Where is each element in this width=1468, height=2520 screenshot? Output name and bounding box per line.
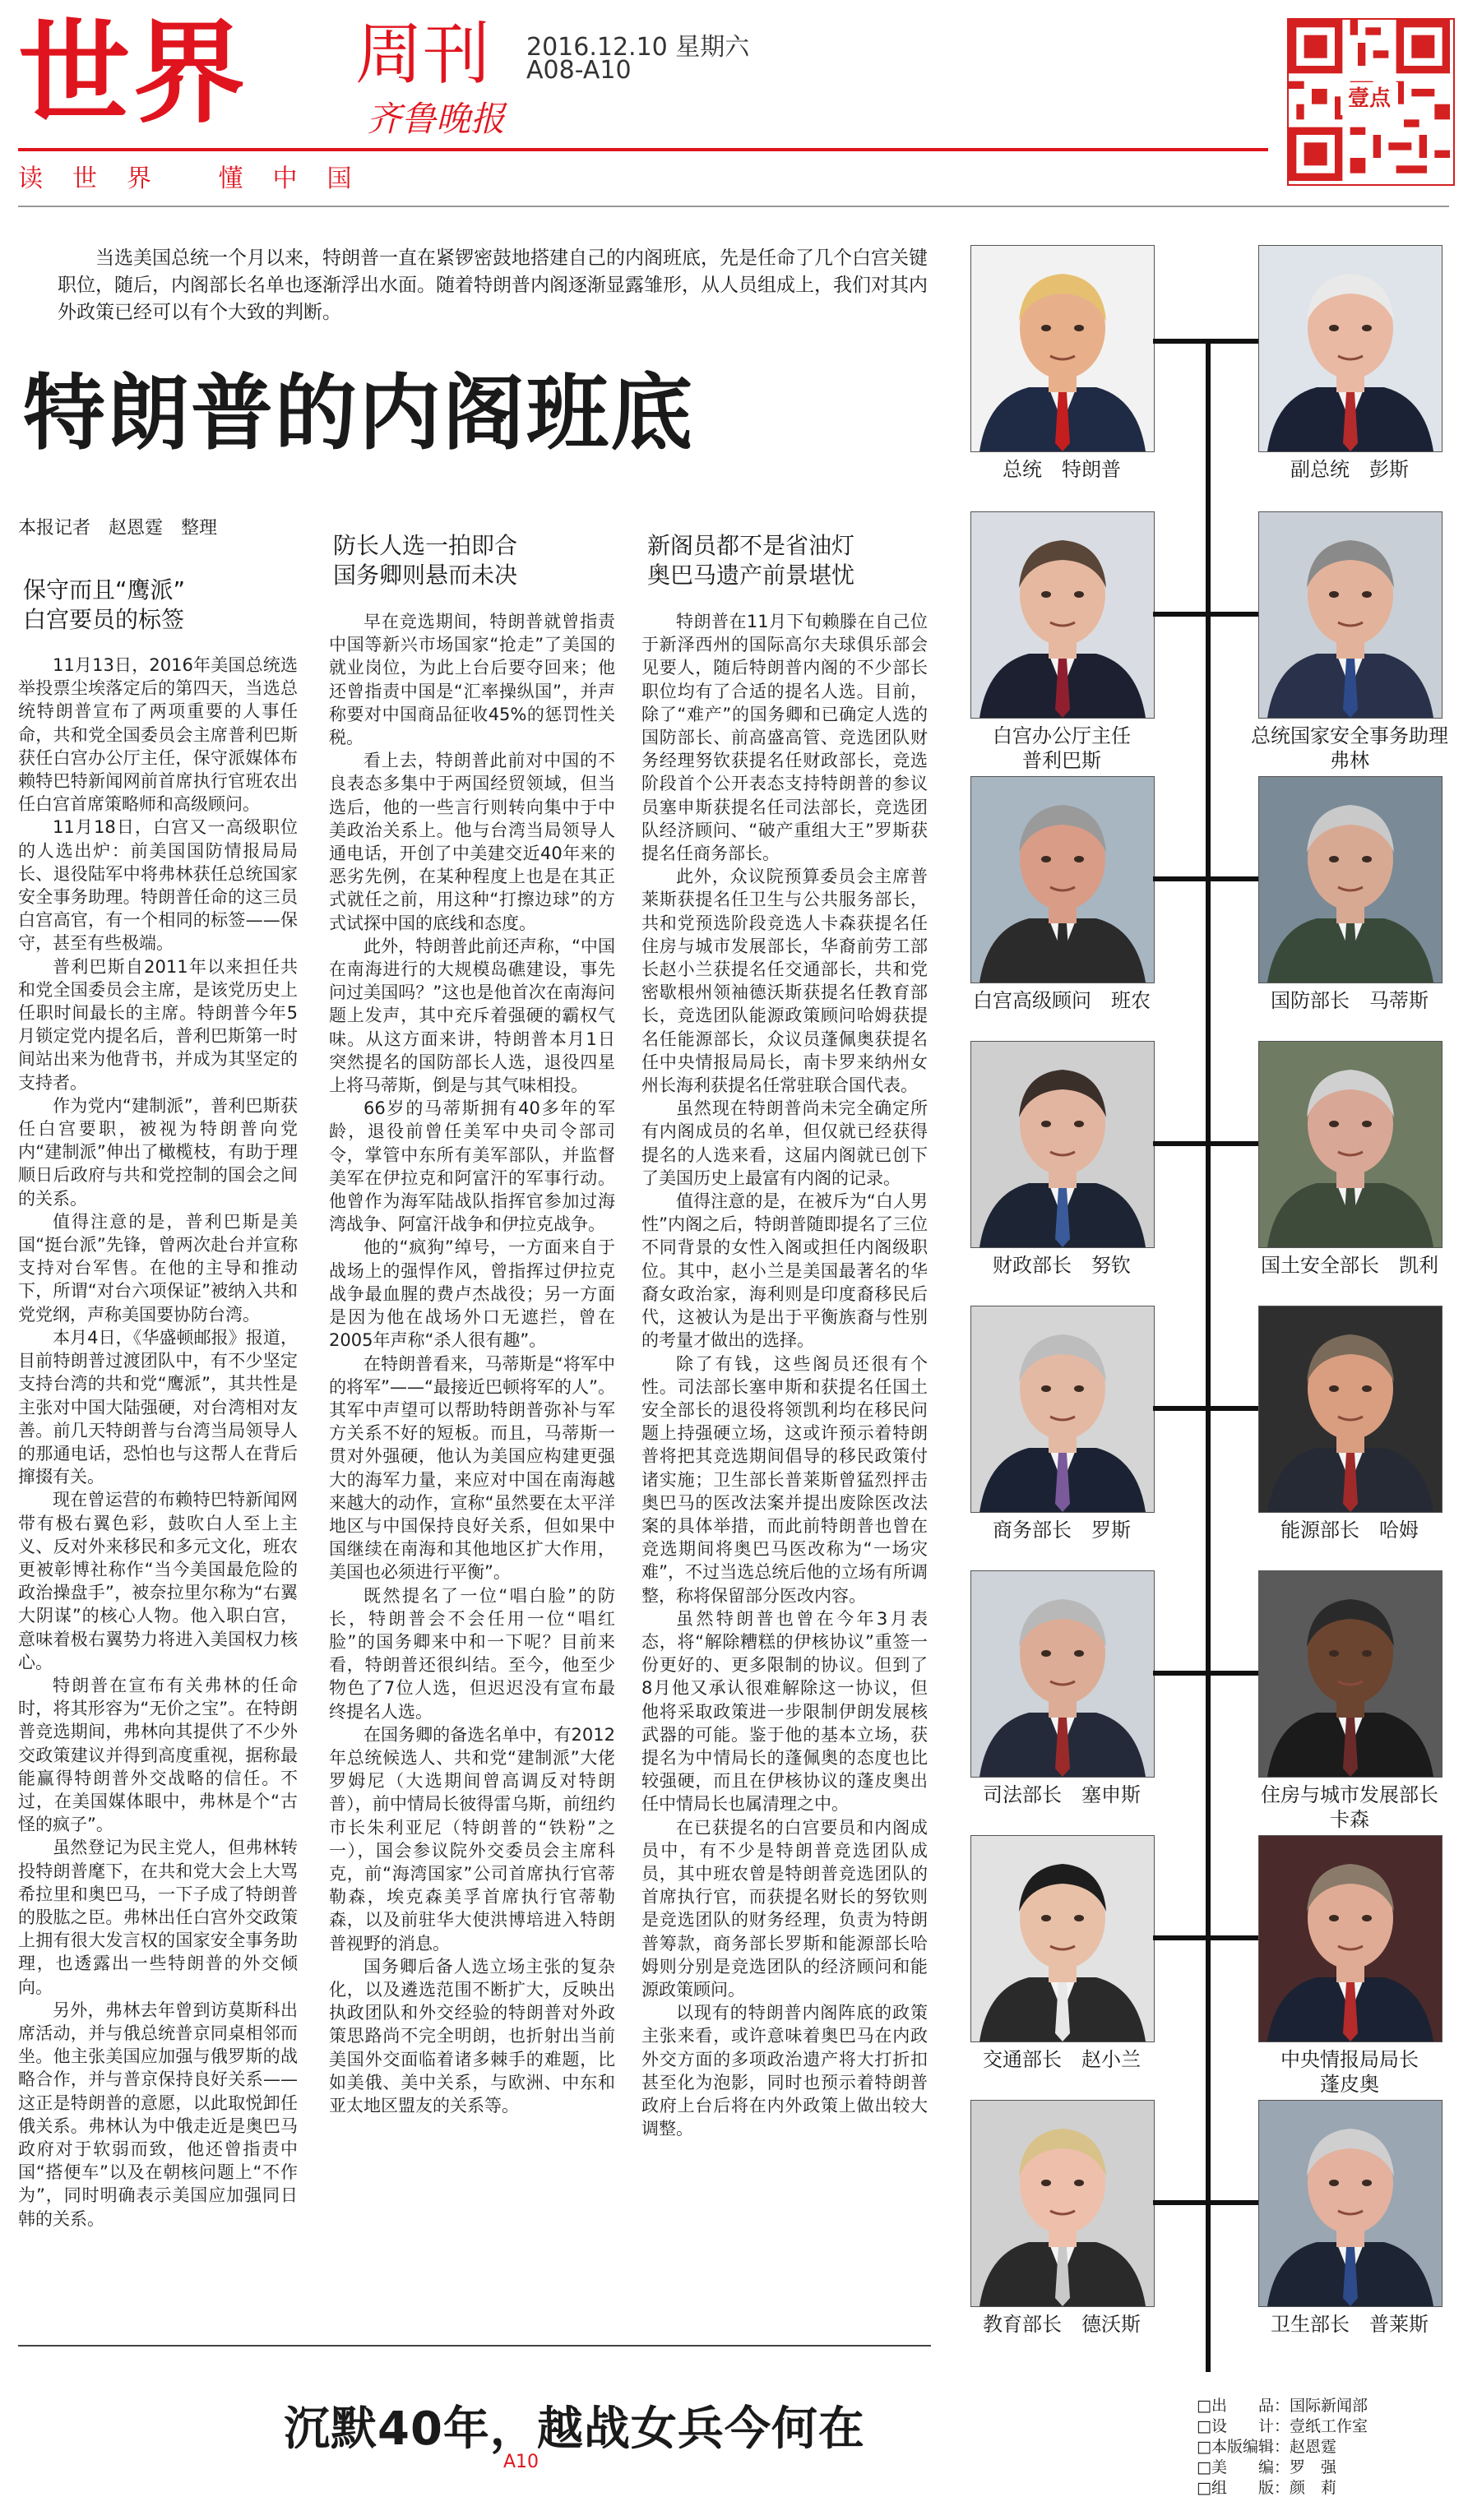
divider <box>18 2345 931 2347</box>
credit-value: 颜 莉 <box>1289 2479 1336 2497</box>
portrait-caption <box>1234 1253 1466 1278</box>
section-title-3 <box>647 531 854 590</box>
article-paragraph: 此外，众议院预算委员会主席普莱斯获提名任卫生与公共服务部长，共和党预选阶段竞选人卡森获提名任住房与城市发展部长，华裔前劳工部长赵小兰获提名任交通部长，共和党密歇根州领袖德沃斯获提名任教育部长，竞选团队能源政策顾问哈姆获提名任能源部长，众议员蓬佩奥获提名任中央情报局局长，南卡罗来纳州女州长海利获提名任常驻联合国代表。 <box>641 867 928 1096</box>
page-range: A08-A10 <box>526 56 632 85</box>
checkbox-square-icon: □ <box>1197 2479 1211 2497</box>
article-column-3 <box>641 610 928 2320</box>
org-chart-connector <box>1153 1406 1211 1411</box>
portrait-photo[interactable] <box>1258 511 1443 719</box>
caption-line: 国防部长 马蒂斯 <box>1271 989 1429 1012</box>
org-chart-connector <box>1206 339 1258 344</box>
credit-row <box>1197 2396 1368 2416</box>
teaser-headline[interactable]: 沉默40年，越战女兵今何在 <box>284 2402 865 2456</box>
credit-row <box>1197 2458 1368 2478</box>
credit-row <box>1197 2478 1368 2499</box>
portrait-photo[interactable] <box>1258 2100 1443 2307</box>
org-chart-trunk <box>1206 341 1211 2372</box>
portrait-photo[interactable] <box>1258 1570 1443 1778</box>
caption-line: 商务部长 罗斯 <box>993 1519 1131 1542</box>
caption-line: 中央情报局局长 <box>1280 2048 1419 2071</box>
lead-paragraph: 当选美国总统一个月以来，特朗普一直在紧锣密鼓地搭建自己的内阁班底，先是任命了几个白宫关键职位，随后，内阁部长名单也逐渐浮出水面。随着特朗普内阁逐渐显露雏形，从人员组成上，我们对其内外政策已经可以有个大致的判断。 <box>58 247 928 323</box>
caption-line: 总统国家安全事务助理 <box>1251 724 1448 747</box>
portrait-photo[interactable] <box>970 1570 1155 1778</box>
portrait-photo[interactable] <box>970 776 1155 983</box>
org-chart-connector <box>1206 612 1258 617</box>
credits-box <box>1197 2396 1368 2499</box>
checkbox-square-icon: □ <box>1197 2458 1211 2476</box>
credit-value: 罗 强 <box>1289 2458 1336 2476</box>
org-chart-connector <box>1206 1406 1258 1411</box>
credit-value: 赵恩霆 <box>1289 2438 1336 2456</box>
portrait-caption <box>946 1253 1178 1278</box>
portrait-photo[interactable] <box>1258 1306 1443 1513</box>
portrait-caption <box>1234 1782 1466 1832</box>
portrait-caption <box>946 988 1178 1013</box>
portrait-caption <box>1234 724 1466 773</box>
portrait-photo[interactable] <box>970 511 1155 719</box>
org-chart-connector <box>1153 612 1211 617</box>
portrait-photo[interactable] <box>970 1306 1155 1513</box>
caption-line: 交通部长 赵小兰 <box>983 2048 1141 2071</box>
portrait-caption <box>946 1518 1178 1542</box>
page-headline: 特朗普的内阁班底 <box>23 365 694 461</box>
org-chart-connector <box>1153 1141 1211 1146</box>
portrait-caption <box>946 724 1178 773</box>
org-chart-connector <box>1206 1935 1258 1940</box>
caption-line: 普利巴斯 <box>1022 749 1101 772</box>
org-chart-connector <box>1206 876 1258 881</box>
article-paragraph: 值得注意的是，在被斥为“白人男性”内阁之后，特朗普随即提名了三位不同背景的女性入阁或担任内阁级职位。其中，赵小兰是美国最著名的华裔女政治家，海利则是印度裔移民后代，这被认为是出于平衡族裔与性别的考量才做出的选择。 <box>641 1191 928 1351</box>
article-paragraph: 本月4日，《华盛顿邮报》报道，目前特朗普过渡团队中，有不少坚定支持台湾的共和党“鹰派”，其共性是主张对中国大陆强硬，对台湾相对友善。前几天特朗普与台湾当局领导人的那通电话，恐怕也与这帮人在背后撺掇有关。 <box>18 1327 298 1487</box>
portrait-photo[interactable] <box>970 1041 1155 1248</box>
credit-label: 美 编： <box>1211 2458 1290 2476</box>
article-paragraph: 在已获提名的白宫要员和内阁成员中，有不少是特朗普竞选团队成员，其中班农曾是特朗普竞选团队的首席执行官，而获提名财长的努钦则是竞选团队的财务经理，负责为特朗普筹款，商务部长罗斯和能源部长哈姆则分别是竞选团队的经济顾问和能源政策顾问。 <box>641 1817 928 2000</box>
credit-row <box>1197 2416 1368 2437</box>
article-paragraph: 现在曾运营的布赖特巴特新闻网带有极右翼色彩，鼓吹白人至上主义、反对外来移民和多元文化，班农更被彰博社称作“当今美国最危险的政治操盘手”，被奈拉里尔称为“右翼大阴谋”的核心人物。他入职白宫，意味着极右翼势力将进入美国权力核心。 <box>18 1490 298 1672</box>
article-column-1 <box>18 654 298 2314</box>
article-paragraph: 虽然登记为民主党人，但弗林转投特朗普麾下，在共和党大会上大骂希拉里和奥巴马，一下子成了特朗普的股肱之臣。弗林出任白宫外交政策上拥有很大发言权的国家安全事务助理，也透露出一些特朗普的外交倾向。 <box>18 1838 298 1997</box>
qr-brand-label: 壹点 <box>1341 82 1398 115</box>
article-paragraph: 另外，弗林去年曾到访莫斯科出席活动，并与俄总统普京同桌相邻而坐。他主张美国应加强与俄罗斯的战略合作，并与普京保持良好关系——这正是特朗普的意愿，以此取悦卸任俄关系。弗林认为中俄走近是奥巴马政府对于软弱而致，他还曾指责中国“搭便车”以及在朝核问题上“不作为”，同时明确表示美国应加强同日韩的关系。 <box>18 2000 298 2229</box>
byline: 本报记者 赵恩霆 整理 <box>18 518 218 539</box>
org-chart-connector <box>1206 2200 1258 2205</box>
portrait-photo[interactable] <box>1258 776 1443 983</box>
section-title-line: 保守而且“鹰派” <box>23 576 186 603</box>
credit-row <box>1197 2437 1368 2458</box>
checkbox-square-icon: □ <box>1197 2417 1211 2435</box>
section-title-line: 新阁员都不是省油灯 <box>647 532 855 559</box>
org-chart-connector <box>1153 2200 1211 2205</box>
article-paragraph: 虽然特朗普也曾在今年3月表态，将“解除糟糕的伊核协议”重签一份更好的、更多限制的协议。但到了8月他又承认很难解除这一协议，但他将采取政策进一步限制伊朗发展核武器的可能。鉴于他的基本立场，获提名为中情局长的蓬佩奥的态度也比较强硬，而且在伊核协议的蓬皮奥出任中情局长也属清理之中。 <box>641 1608 928 1815</box>
article-paragraph: 11月18日，白宫又一高级职位的人选出炉：前美国国防情报局局长、退役陆军中将弗林获任总统国家安全事务助理。特朗普任命的这三员白宫高官，有一个相同的标签——保守，甚至有些极端。 <box>18 817 298 954</box>
portrait-photo[interactable] <box>970 2100 1155 2307</box>
portrait-photo[interactable] <box>970 245 1155 452</box>
article-paragraph: 早在竞选期间，特朗普就曾指责中国等新兴市场国家“抢走”了美国的就业岗位，为此上台后要夺回来；他还曾指责中国是“汇率操纵国”，并声称要对中国商品征收45%的惩罚性关税。 <box>329 612 615 748</box>
article-paragraph: 他的“疯狗”绰号，一方面来自于战场上的强悍作风，曾指挥过伊拉克战争最血腥的费卢杰战役；另一方面是因为他在战场外口无遮拦，曾在2005年声称“杀人很有趣”。 <box>329 1237 615 1351</box>
section-title-line: 奥巴马遗产前景堪忧 <box>647 562 855 589</box>
caption-line: 财政部长 努钦 <box>993 1254 1131 1277</box>
divider <box>18 206 1449 207</box>
article-paragraph: 以现有的特朗普内阁阵底的政策主张来看，或许意味着奥巴马在内政外交方面的多项政治遗产将大打折扣甚至化为泡影，同时也预示着特朗普政府上台后将在内外政策上做出较大调整。 <box>641 2003 928 2139</box>
caption-line: 蓬皮奥 <box>1320 2073 1379 2096</box>
masthead-slogan: 读世界 懂中国 <box>18 164 382 193</box>
org-chart-connector <box>1153 1671 1211 1676</box>
article-paragraph: 在国务卿的备选名单中，有2012年总统候选人、共和党“建制派”大佬罗姆尼（大选期间曾高调反对特朗普），前中情局长彼得雷乌斯，前纽约市长朱利亚尼（特朗普的“铁粉”之一），国会参议院外交委员会主席科克，前“海湾国家”公司首席执行官蒂勒森，埃克森美孚首席执行官蒂勒森，以及前驻华大使洪博培进入特朗普视野的消息。 <box>329 1724 615 1954</box>
article-paragraph: 国务卿后备人选立场主张的复杂化，以及遴选范围不断扩大，反映出执政团队和外交经验的特朗普对外政策思路尚不完全明朗，也折射出当前美国外交面临着诸多棘手的难题，比如美俄、美中关系，与欧洲、中东和亚太地区盟友的关系等。 <box>329 1956 615 2115</box>
org-chart-connector <box>1153 1935 1211 1940</box>
caption-line: 总统 特朗普 <box>1003 458 1121 481</box>
org-chart-connector <box>1153 876 1211 881</box>
credit-label: 出 品： <box>1211 2397 1290 2415</box>
section-title-line: 国务卿则悬而未决 <box>333 562 518 589</box>
checkbox-square-icon: □ <box>1197 2438 1211 2456</box>
section-title-1 <box>23 576 185 635</box>
caption-line: 卫生部长 普莱斯 <box>1271 2313 1429 2336</box>
portrait-caption <box>1234 457 1466 482</box>
article-paragraph: 66岁的马蒂斯拥有40多年的军龄，退役前曾任美军中央司令部司令，掌管中东所有美军部队，并监督美军在伊拉克和阿富汗的军事行动。他曾作为海军陆战队指挥官参加过海湾战争、阿富汗战争和伊拉克战争。 <box>329 1098 615 1235</box>
section-title-line: 白宫要员的标签 <box>23 606 185 633</box>
checkbox-square-icon: □ <box>1197 2397 1211 2415</box>
masthead-title: 世界 <box>18 9 248 139</box>
article-column-2 <box>329 610 615 2320</box>
portrait-caption <box>946 2312 1178 2337</box>
caption-line: 国土安全部长 凯利 <box>1261 1254 1438 1277</box>
credit-value: 国际新闻部 <box>1289 2397 1368 2415</box>
caption-line: 弗林 <box>1330 749 1369 772</box>
caption-line: 白宫高级顾问 班农 <box>973 989 1151 1012</box>
org-chart-connector <box>1206 1671 1258 1676</box>
article-paragraph: 在特朗普看来，马蒂斯是“将军中的将军”——“最接近巴顿将军的人”。其军中声望可以帮助特朗普弥补与军方关系不好的短板。而且，马蒂斯一贯对外强硬，他认为美国应构建更强大的海军力量，来应对中国在南海越来越大的动作，宣称“虽然要在太平洋地区与中国保持良好关系，但如果中国继续在南海和其他地区扩大作用，美国也必须进行平衡”。 <box>329 1353 615 1583</box>
credit-value: 壹纸工作室 <box>1289 2417 1368 2435</box>
article-paragraph: 作为党内“建制派”，普利巴斯获任白宫要职，被视为特朗普向党内“建制派”伸出了橄榄枝，有助于理顺日后政府与共和党控制的国会之间的关系。 <box>18 1095 298 1209</box>
portrait-caption <box>946 1782 1178 1807</box>
issue-date: 2016.12.10 星期六 <box>526 33 750 62</box>
masthead-paper: 齐鲁晚报 <box>367 99 506 139</box>
article-paragraph: 除了有钱，这些阁员还很有个性。司法部长塞申斯和获提名任国土安全部长的退役将领凯利均在移民问题上持强硬立场，这或许预示着特朗普将把其竞选期间倡导的移民政策付诸实施；卫生部长普莱斯曾猛烈抨击奥巴马的医改法案并提出废除医改法案的具体举措，而此前特朗普也曾在竞选期间将奥巴马医改称为“一场灾难”，不过当选总统后他的立场有所调整，称将保留部分医改内容。 <box>641 1353 928 1606</box>
portrait-caption <box>1234 988 1466 1013</box>
caption-line: 副总统 彭斯 <box>1290 458 1409 481</box>
org-chart-connector <box>1153 339 1211 344</box>
article-paragraph: 虽然现在特朗普尚未完全确定所有内阁成员的名单，但仅就已经获得提名的人选来看，这届内阁就已创下了美国历史上最富有内阁的记录。 <box>641 1098 928 1188</box>
org-chart-connector <box>1206 1141 1258 1146</box>
portrait-caption <box>946 457 1178 482</box>
masthead-rule <box>18 148 1268 151</box>
caption-line: 教育部长 德沃斯 <box>983 2313 1141 2336</box>
caption-line: 司法部长 塞申斯 <box>983 1783 1141 1806</box>
article-paragraph: 特朗普在11月下旬赖滕在自己位于新泽西州的国际高尔夫球俱乐部会见要人，随后特朗普内阁的不少部长职位均有了合适的提名人选。目前，除了“难产”的国务卿和已确定人选的国防部长、前高盛高管、竞选团队财务经理努钦获提名任财政部长，竞选阶段首个公开表态支持特朗普的参议员塞申斯获提名任司法部长，竞选团队经济顾问、“破产重组大王”罗斯获提名任商务部长。 <box>641 612 928 864</box>
article-paragraph: 值得注意的是，普利巴斯是美国“挺台派”先锋，曾两次赴台并宣称支持对台军售。在他的主导和推动下，所谓“对台六项保证”被纳入共和党党纲，声称美国要协防台湾。 <box>18 1211 298 1325</box>
portrait-caption <box>946 2047 1178 2072</box>
article-paragraph: 此外，特朗普此前还声称，“中国在南海进行的大规模岛礁建设，事先问过美国吗？”这也是他首次在南海问题上发声，其中充斥着强硬的霸权气味。从这方面来讲，特朗普本月1日突然提名的国防部长人选，退役四星上将马蒂斯，倒是与其气味相投。 <box>329 936 615 1096</box>
article-paragraph: 11月13日，2016年美国总统选举投票尘埃落定后的第四天，当选总统特朗普宣布了两项重要的人事任命，共和党全国委员会主席普利巴斯获任白宫办公厅主任，保守派媒体布赖特巴特新闻网前首席执行官班农出任白宫首席策略师和高级顾问。 <box>18 655 298 815</box>
caption-line: 能源部长 哈姆 <box>1280 1519 1419 1542</box>
caption-line: 白宫办公厅主任 <box>993 724 1131 747</box>
portrait-photo[interactable] <box>1258 245 1443 452</box>
caption-line: 住房与城市发展部长 <box>1261 1783 1438 1806</box>
portrait-photo[interactable] <box>1258 1835 1443 2042</box>
section-title-line: 防长人选一拍即合 <box>333 532 518 559</box>
article-paragraph: 普利巴斯自2011年以来担任共和党全国委员会主席，是该党历史上任职时间最长的主席。特朗普今年5月锁定党内提名后，普利巴斯第一时间站出来为他背书，并成为其坚定的支持者。 <box>18 956 298 1093</box>
credit-label: 本版编辑： <box>1211 2438 1290 2456</box>
article-paragraph: 看上去，特朗普此前对中国的不良表态多集中于两国经贸领域，但当选后，他的一些言行则转向集中于中美政治关系上。他与台湾当局领导人通电话，开创了中美建交近40年来的恶劣先例，在某种程度上也是在其正式就任之前，用这种“打擦边球”的方式试探中国的底线和态度。 <box>329 751 615 933</box>
section-title-2 <box>333 531 517 590</box>
credit-label: 设 计： <box>1211 2417 1290 2435</box>
masthead-weekly: 周刊 <box>355 16 491 94</box>
portrait-photo[interactable] <box>970 1835 1155 2042</box>
portrait-photo[interactable] <box>1258 1041 1443 1248</box>
credit-label: 组 版： <box>1211 2479 1290 2497</box>
portrait-caption <box>1234 2312 1466 2337</box>
caption-line: 卡森 <box>1330 1808 1369 1831</box>
teaser-page: A10 <box>503 2452 540 2472</box>
portrait-caption <box>1234 1518 1466 1542</box>
portrait-caption <box>1234 2047 1466 2097</box>
article-paragraph: 既然提名了一位“唱白脸”的防长，特朗普会不会任用一位“唱红脸”的国务卿来中和一下呢？目前来看，特朗普还很纠结。至今，他至少物色了7位人选，但迟迟没有宣布最终提名人选。 <box>329 1585 615 1722</box>
article-paragraph: 特朗普在宣布有关弗林的任命时，将其形容为“无价之宝”。在特朗普竞选期间，弗林向其提供了不少外交政策建议并得到高度重视，据称最能赢得特朗普外交战略的信任。不过，在美国媒体眼中，弗林是个“古怪的疯子”。 <box>18 1675 298 1835</box>
